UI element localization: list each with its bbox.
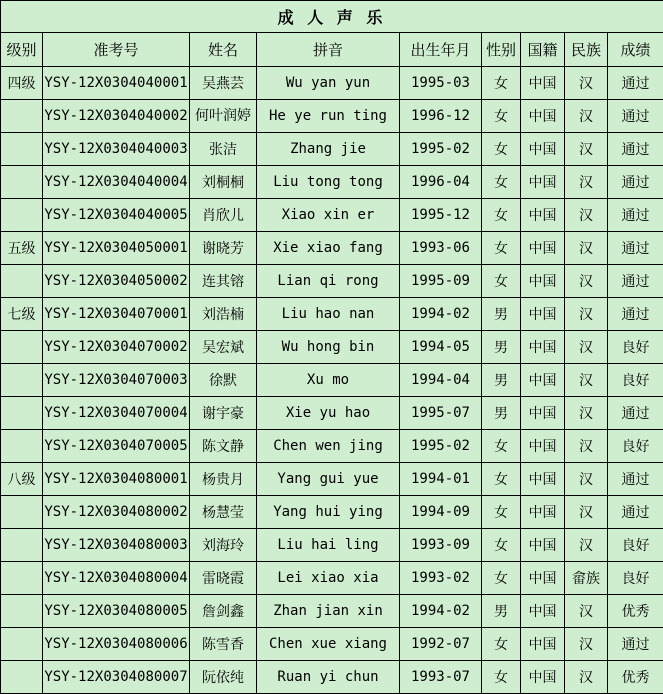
cell-birth: 1996-04 [400, 166, 482, 199]
table-row [1, 199, 663, 232]
cell-name: 谢晓芳 [190, 232, 257, 265]
header-row [1, 33, 663, 67]
cell-ethnicity: 汉 [565, 628, 608, 661]
cell-name: 吴宏斌 [190, 331, 257, 364]
cell-pinyin: Lian qi rong [257, 265, 400, 298]
cell-pinyin: Xie xiao fang [257, 232, 400, 265]
cell-ethnicity: 汉 [565, 166, 608, 199]
cell-nationality: 中国 [521, 166, 565, 199]
cell-ethnicity: 汉 [565, 496, 608, 529]
header-pinyin: 拼音 [257, 33, 400, 67]
cell-result: 良好 [608, 562, 663, 595]
cell-result: 良好 [608, 430, 663, 463]
cell-level: 四级 [1, 67, 43, 100]
cell-birth: 1993-09 [400, 529, 482, 562]
cell-name: 杨贵月 [190, 463, 257, 496]
cell-ethnicity: 汉 [565, 397, 608, 430]
cell-ethnicity: 汉 [565, 331, 608, 364]
cell-level [1, 166, 43, 199]
cell-result: 通过 [608, 265, 663, 298]
cell-birth: 1993-06 [400, 232, 482, 265]
cell-nationality: 中国 [521, 265, 565, 298]
cell-nationality: 中国 [521, 661, 565, 694]
cell-result: 通过 [608, 232, 663, 265]
cell-nationality: 中国 [521, 133, 565, 166]
cell-nationality: 中国 [521, 199, 565, 232]
cell-result: 通过 [608, 166, 663, 199]
cell-pinyin: Yang gui yue [257, 463, 400, 496]
cell-name: 肖欣儿 [190, 199, 257, 232]
table-title: 成 人 声 乐 [1, 1, 663, 33]
cell-gender: 女 [482, 562, 521, 595]
cell-ethnicity: 汉 [565, 661, 608, 694]
cell-pinyin: Ruan yi chun [257, 661, 400, 694]
cell-birth: 1996-12 [400, 100, 482, 133]
table-row [1, 562, 663, 595]
header-level: 级别 [1, 33, 43, 67]
cell-ethnicity: 汉 [565, 595, 608, 628]
cell-nationality: 中国 [521, 364, 565, 397]
cell-ethnicity: 汉 [565, 265, 608, 298]
cell-ethnicity: 汉 [565, 133, 608, 166]
header-nationality: 国籍 [521, 33, 565, 67]
cell-birth: 1994-04 [400, 364, 482, 397]
cell-birth: 1992-07 [400, 628, 482, 661]
header-gender: 性别 [482, 33, 521, 67]
cell-exam-id: YSY-12X0304080007 [43, 661, 190, 694]
cell-result: 通过 [608, 397, 663, 430]
table-row [1, 100, 663, 133]
cell-name: 吴燕芸 [190, 67, 257, 100]
cell-pinyin: Zhang jie [257, 133, 400, 166]
cell-exam-id: YSY-12X0304040004 [43, 166, 190, 199]
cell-nationality: 中国 [521, 430, 565, 463]
cell-name: 刘海玲 [190, 529, 257, 562]
cell-name: 陈雪香 [190, 628, 257, 661]
cell-pinyin: Chen wen jing [257, 430, 400, 463]
cell-gender: 男 [482, 397, 521, 430]
cell-level [1, 100, 43, 133]
cell-pinyin: Wu hong bin [257, 331, 400, 364]
cell-level [1, 430, 43, 463]
cell-gender: 男 [482, 298, 521, 331]
cell-exam-id: YSY-12X0304080002 [43, 496, 190, 529]
cell-ethnicity: 汉 [565, 364, 608, 397]
cell-gender: 女 [482, 199, 521, 232]
table-row [1, 265, 663, 298]
cell-pinyin: Zhan jian xin [257, 595, 400, 628]
cell-ethnicity: 汉 [565, 298, 608, 331]
cell-name: 杨慧莹 [190, 496, 257, 529]
cell-nationality: 中国 [521, 496, 565, 529]
cell-ethnicity: 畲族 [565, 562, 608, 595]
cell-pinyin: Yang hui ying [257, 496, 400, 529]
cell-level [1, 265, 43, 298]
cell-exam-id: YSY-12X0304080005 [43, 595, 190, 628]
cell-ethnicity: 汉 [565, 232, 608, 265]
table-row [1, 595, 663, 628]
cell-result: 通过 [608, 199, 663, 232]
table-row [1, 298, 663, 331]
cell-level [1, 364, 43, 397]
cell-name: 刘桐桐 [190, 166, 257, 199]
cell-level [1, 595, 43, 628]
cell-exam-id: YSY-12X0304070005 [43, 430, 190, 463]
cell-exam-id: YSY-12X0304080006 [43, 628, 190, 661]
cell-result: 良好 [608, 364, 663, 397]
cell-exam-id: YSY-12X0304050002 [43, 265, 190, 298]
header-name: 姓名 [190, 33, 257, 67]
cell-exam-id: YSY-12X0304040003 [43, 133, 190, 166]
cell-nationality: 中国 [521, 67, 565, 100]
cell-birth: 1994-05 [400, 331, 482, 364]
cell-gender: 女 [482, 67, 521, 100]
cell-nationality: 中国 [521, 298, 565, 331]
cell-pinyin: Liu tong tong [257, 166, 400, 199]
cell-pinyin: Liu hai ling [257, 529, 400, 562]
cell-gender: 女 [482, 529, 521, 562]
cell-pinyin: Xiao xin er [257, 199, 400, 232]
cell-birth: 1995-12 [400, 199, 482, 232]
cell-name: 雷晓霞 [190, 562, 257, 595]
cell-exam-id: YSY-12X0304050001 [43, 232, 190, 265]
cell-pinyin: Wu yan yun [257, 67, 400, 100]
cell-name: 詹剑鑫 [190, 595, 257, 628]
cell-exam-id: YSY-12X0304070002 [43, 331, 190, 364]
table-row [1, 364, 663, 397]
cell-exam-id: YSY-12X0304040001 [43, 67, 190, 100]
cell-birth: 1994-09 [400, 496, 482, 529]
cell-exam-id: YSY-12X0304070003 [43, 364, 190, 397]
table-row [1, 661, 663, 694]
cell-gender: 女 [482, 265, 521, 298]
cell-birth: 1995-03 [400, 67, 482, 100]
cell-gender: 男 [482, 331, 521, 364]
table-row [1, 496, 663, 529]
table-row [1, 67, 663, 100]
cell-level [1, 199, 43, 232]
table-row [1, 397, 663, 430]
cell-nationality: 中国 [521, 595, 565, 628]
cell-ethnicity: 汉 [565, 529, 608, 562]
cell-birth: 1994-02 [400, 298, 482, 331]
cell-birth: 1994-02 [400, 595, 482, 628]
cell-gender: 女 [482, 100, 521, 133]
cell-gender: 女 [482, 496, 521, 529]
cell-level [1, 628, 43, 661]
header-result: 成绩 [608, 33, 663, 67]
cell-gender: 女 [482, 628, 521, 661]
cell-nationality: 中国 [521, 628, 565, 661]
cell-result: 良好 [608, 331, 663, 364]
cell-result: 优秀 [608, 661, 663, 694]
cell-exam-id: YSY-12X0304080004 [43, 562, 190, 595]
cell-nationality: 中国 [521, 100, 565, 133]
cell-birth: 1995-07 [400, 397, 482, 430]
cell-pinyin: Xu mo [257, 364, 400, 397]
cell-name: 连其镕 [190, 265, 257, 298]
cell-ethnicity: 汉 [565, 199, 608, 232]
cell-name: 张洁 [190, 133, 257, 166]
cell-result: 通过 [608, 463, 663, 496]
table-row [1, 463, 663, 496]
cell-birth: 1993-07 [400, 661, 482, 694]
header-birth: 出生年月 [400, 33, 482, 67]
cell-gender: 女 [482, 166, 521, 199]
cell-name: 徐默 [190, 364, 257, 397]
cell-exam-id: YSY-12X0304080003 [43, 529, 190, 562]
cell-gender: 女 [482, 133, 521, 166]
cell-result: 通过 [608, 67, 663, 100]
cell-level [1, 562, 43, 595]
cell-level: 七级 [1, 298, 43, 331]
cell-level [1, 529, 43, 562]
cell-birth: 1995-02 [400, 133, 482, 166]
cell-birth: 1995-09 [400, 265, 482, 298]
cell-ethnicity: 汉 [565, 430, 608, 463]
cell-exam-id: YSY-12X0304070004 [43, 397, 190, 430]
cell-pinyin: Lei xiao xia [257, 562, 400, 595]
table-row [1, 628, 663, 661]
cell-nationality: 中国 [521, 529, 565, 562]
cell-level [1, 397, 43, 430]
cell-name: 陈文静 [190, 430, 257, 463]
cell-nationality: 中国 [521, 463, 565, 496]
cell-gender: 女 [482, 463, 521, 496]
header-ethnicity: 民族 [565, 33, 608, 67]
cell-exam-id: YSY-12X0304040005 [43, 199, 190, 232]
cell-result: 通过 [608, 298, 663, 331]
cell-nationality: 中国 [521, 232, 565, 265]
cell-result: 通过 [608, 628, 663, 661]
cell-birth: 1995-02 [400, 430, 482, 463]
cell-exam-id: YSY-12X0304040002 [43, 100, 190, 133]
cell-gender: 男 [482, 595, 521, 628]
header-exam-id: 准考号 [43, 33, 190, 67]
cell-exam-id: YSY-12X0304080001 [43, 463, 190, 496]
cell-result: 优秀 [608, 595, 663, 628]
cell-name: 谢宇豪 [190, 397, 257, 430]
cell-birth: 1993-02 [400, 562, 482, 595]
cell-ethnicity: 汉 [565, 67, 608, 100]
table-row [1, 133, 663, 166]
cell-level [1, 661, 43, 694]
cell-gender: 男 [482, 364, 521, 397]
cell-level: 八级 [1, 463, 43, 496]
cell-result: 良好 [608, 529, 663, 562]
cell-nationality: 中国 [521, 397, 565, 430]
cell-name: 刘浩楠 [190, 298, 257, 331]
table-row [1, 529, 663, 562]
cell-gender: 女 [482, 430, 521, 463]
cell-pinyin: Chen xue xiang [257, 628, 400, 661]
cell-nationality: 中国 [521, 562, 565, 595]
table-row [1, 331, 663, 364]
table-row [1, 430, 663, 463]
cell-exam-id: YSY-12X0304070001 [43, 298, 190, 331]
cell-level [1, 133, 43, 166]
table-row [1, 232, 663, 265]
cell-result: 通过 [608, 133, 663, 166]
cell-level: 五级 [1, 232, 43, 265]
cell-name: 何叶润婷 [190, 100, 257, 133]
cell-birth: 1994-01 [400, 463, 482, 496]
title-row [1, 1, 663, 33]
table-row [1, 166, 663, 199]
cell-pinyin: Liu hao nan [257, 298, 400, 331]
cell-level [1, 331, 43, 364]
cell-result: 通过 [608, 496, 663, 529]
cell-level [1, 496, 43, 529]
cell-ethnicity: 汉 [565, 100, 608, 133]
cell-ethnicity: 汉 [565, 463, 608, 496]
cell-gender: 女 [482, 232, 521, 265]
cell-gender: 女 [482, 661, 521, 694]
cell-pinyin: Xie yu hao [257, 397, 400, 430]
cell-nationality: 中国 [521, 331, 565, 364]
cell-name: 阮依纯 [190, 661, 257, 694]
cell-result: 通过 [608, 100, 663, 133]
cell-pinyin: He ye run ting [257, 100, 400, 133]
